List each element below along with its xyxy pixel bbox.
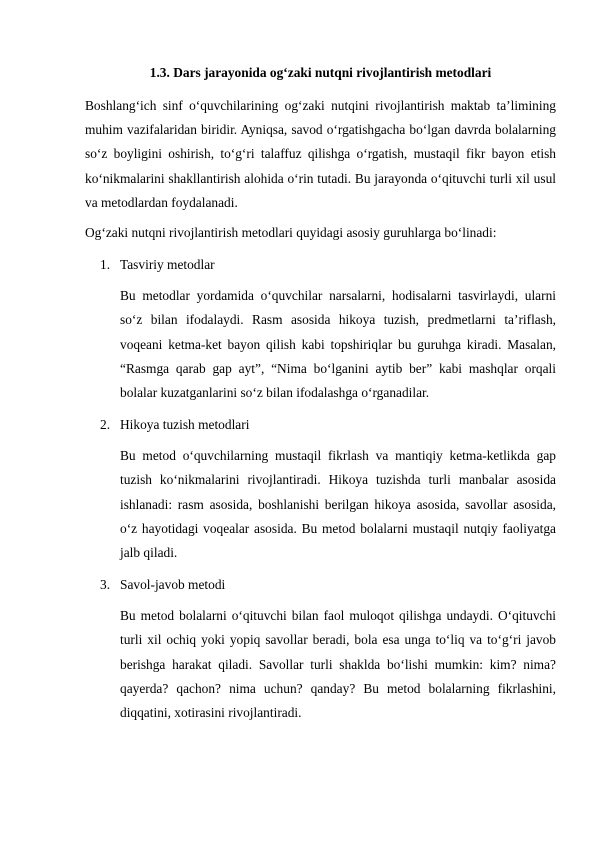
method-heading-1 <box>100 253 556 277</box>
method-heading-2 <box>100 413 556 437</box>
method-number-2: 2. <box>100 417 111 433</box>
method-body-2: Bu metod o‘quvchilarning mustaqil fikrlash va mantiqiy ketma-ketlikda gap tuzish ko‘nikmalarini rivojlantiradi. Hikoya tuzishda turli manbalar asosida ishlanadi: rasm asosida, boshlanishi berilgan hikoya asosida, savollar asosida, o‘z hayotidagi voqealar asosida. Bu metod bolalarni mustaqil nutqiy faoliyatga jalb qiladi. <box>120 448 556 561</box>
method-item-2 <box>85 413 556 565</box>
method-number-1: 1. <box>100 257 111 273</box>
method-item-1 <box>85 253 556 405</box>
method-item-3 <box>85 573 556 725</box>
method-title-1: Tasviriy metodlar <box>120 257 215 273</box>
lead-paragraph: Og‘zaki nutqni rivojlantirish metodlari quyidagi asosiy guruhlarga bo‘linadi: <box>85 225 497 241</box>
intro-paragraph: Boshlang‘ich sinf o‘quvchilarining og‘zaki nutqini rivojlantirish maktab ta’limining muhim vazifalaridan biridir. Ayniqsa, savod o‘rgatishgacha bo‘lgan davrda bolalarning so‘z boyligini oshirish, to‘g‘ri talaffuz qilishga o‘rgatish, mustaqil fikr bayon etish ko‘nikmalarini shakllantirish alohida o‘rin tutadi. Bu jarayonda o‘qituvchi turli xil usul va metodlardan foydalanadi. <box>85 98 556 210</box>
method-title-3: Savol-javob metodi <box>120 577 226 593</box>
method-body-3: Bu metod bolalarni o‘qituvchi bilan faol muloqot qilishga undaydi. O‘qituvchi turli xil ochiq yoki yopiq savollar beradi, bola esa unga to‘liq va to‘g‘ri javob berishga harakat qiladi. Savollar turli shaklda bo‘lishi mumkin: kim? nima? qayerda? qachon? nima uchun? qanday? Bu metod bolalarning fikrlashini, diqqatini, xotirasini rivojlantiradi. <box>120 608 556 721</box>
method-heading-3 <box>100 573 556 597</box>
section-title: 1.3. Dars jarayonida og‘zaki nutqni rivojlantirish metodlari <box>149 65 492 80</box>
method-body-1: Bu metodlar yordamida o‘quvchilar narsalarni, hodisalarni tasvirlaydi, ularni so‘z bilan ifodalaydi. Rasm asosida hikoya tuzish, predmetlarni ta’riflash, voqeani ketma-ket bayon qilish kabi topshiriqlar bu guruhga kiradi. Masalan, “Rasmga qarab gap ayt”, “Nima bo‘lganini aytib ber” kabi mashqlar orqali bolalar kuzatganlarini so‘z bilan ifodalashga o‘rganadilar. <box>120 288 556 401</box>
document-page <box>85 62 556 733</box>
method-number-3: 3. <box>100 577 111 593</box>
method-title-2: Hikoya tuzish metodlari <box>120 417 250 433</box>
